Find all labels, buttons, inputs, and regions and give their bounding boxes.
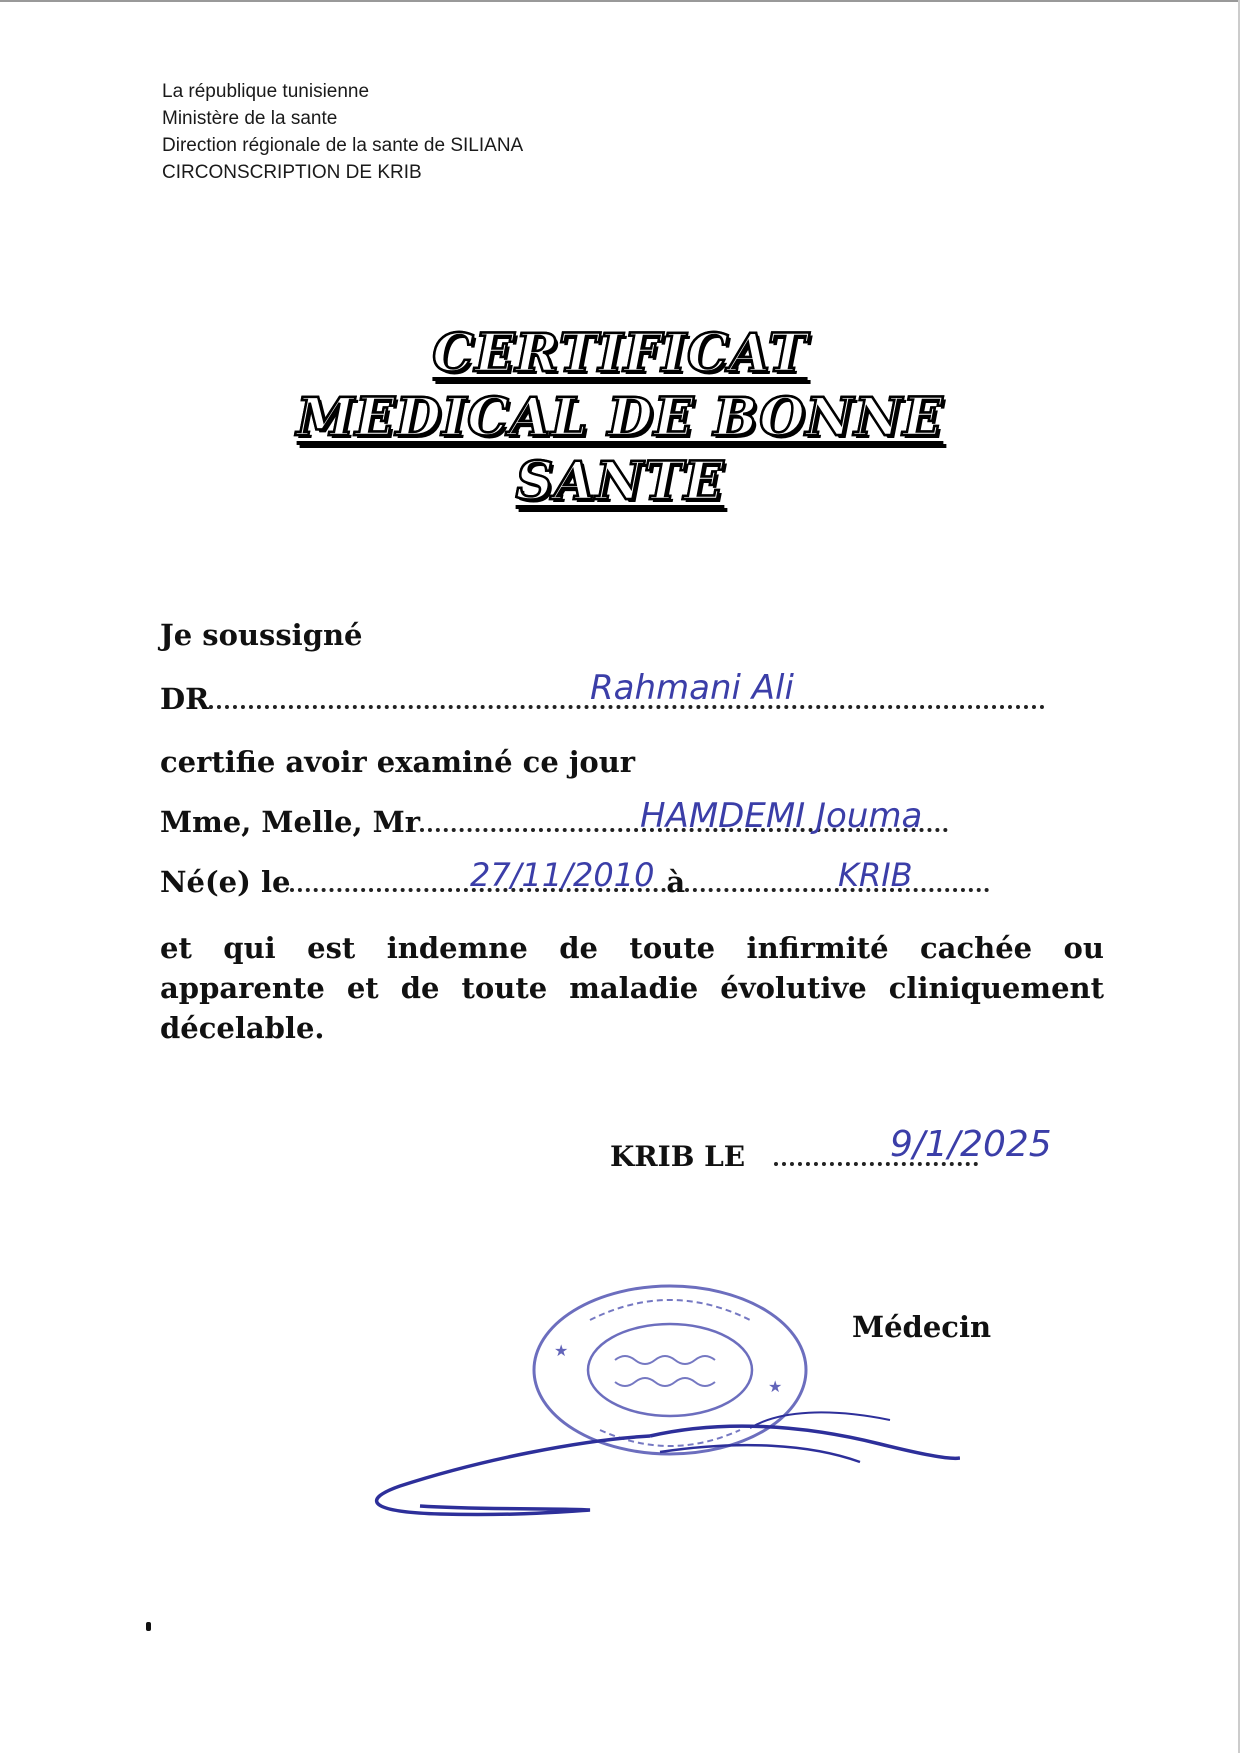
svg-text:★: ★ [554, 1341, 569, 1360]
header-country: La république tunisienne [162, 81, 370, 102]
scan-top-edge [0, 0, 1240, 2]
health-statement: et qui est indemne de toute infirmité cachée ou apparente et de toute maladie évolutive cliniquement décelable. [160, 931, 1104, 1045]
title-line-1: CERTIFICAT [432, 323, 808, 384]
doctor-label: DR [160, 682, 210, 716]
birth-label: Né(e) le [160, 865, 291, 899]
birth-date-handwritten: 27/11/2010 [470, 856, 655, 894]
header-circonscription: CIRCONSCRIPTION DE KRIB [162, 162, 422, 183]
person-name-handwritten: HAMDEMI Jouma [640, 796, 923, 836]
certify-text: certifie avoir examiné ce jour [160, 745, 636, 779]
header-direction: Direction régionale de la sante de SILIANA [162, 135, 524, 156]
document-title [0, 322, 1240, 514]
birth-place-handwritten: KRIB [838, 856, 913, 894]
signer-label: Médecin [852, 1310, 992, 1344]
title-line-3: SANTE [515, 451, 725, 512]
birth-place-label: à [666, 865, 686, 899]
intro-text: Je soussigné [160, 618, 363, 652]
title-line-2: MEDICAL DE BONNE [296, 387, 944, 448]
signed-date-handwritten: 9/1/2025 [890, 1124, 1052, 1165]
svg-text:★: ★ [768, 1377, 783, 1396]
doctor-name-handwritten: Rahmani Ali [590, 668, 794, 708]
ink-speck [146, 1622, 151, 1631]
header-ministry: Ministère de la sante [162, 108, 338, 129]
doctor-signature [360, 1400, 960, 1530]
issuer-header [162, 78, 523, 186]
place-date-label: KRIB LE [610, 1140, 746, 1173]
person-label: Mme, Melle, Mr [160, 805, 421, 839]
